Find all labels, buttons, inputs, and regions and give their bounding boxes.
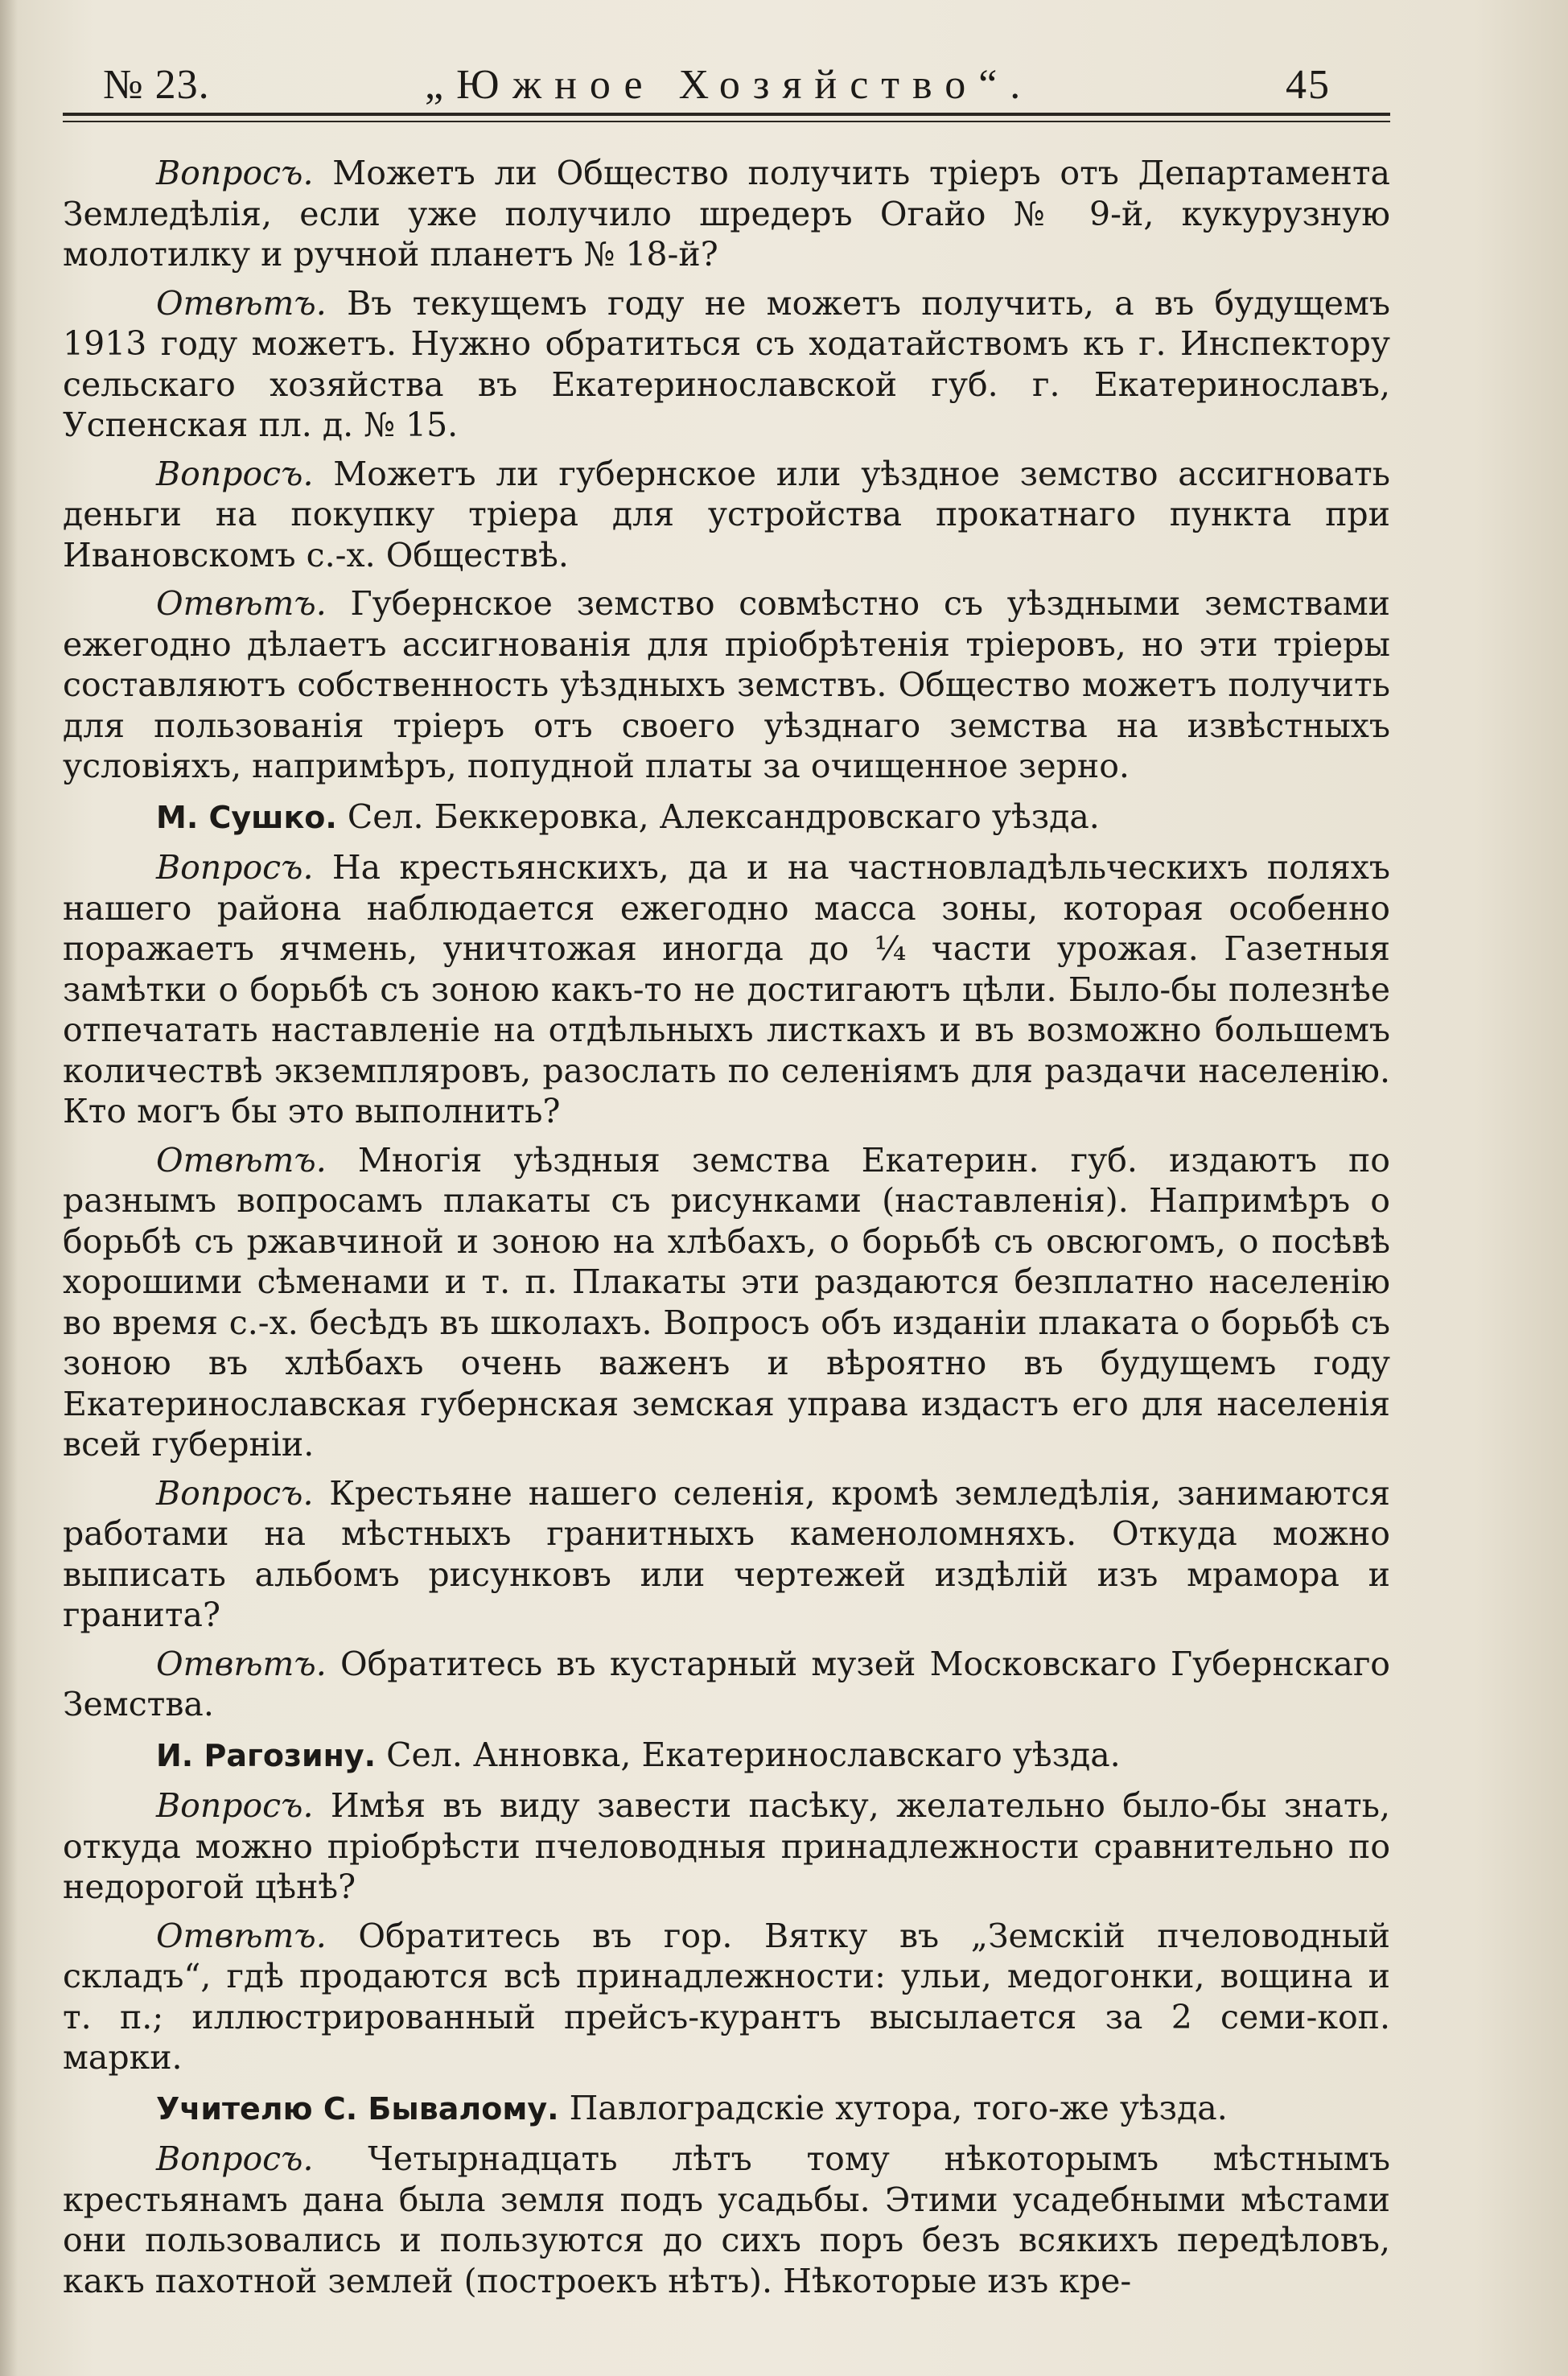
answer-text: Губернское земство совмѣстно съ уѣздными земствами ежегодно дѣлаетъ ассигнованія для пріобрѣтенія тріеровъ, но эти тріеры составляютъ собственность уѣздныхъ земствъ. Общество можетъ получить для пользованія тріеръ отъ своего уѣзднаго земства на извѣстныхъ условіяхъ, напримѣръ, попудной платы за очищенное зерно. xyxy=(63,584,1390,785)
issue-number: № 23. xyxy=(103,62,210,108)
question-label: Вопросъ. xyxy=(156,2139,314,2178)
answer-text: Обратитесь въ гор. Вятку въ „Земскій пчеловодный складъ“, гдѣ продаются всѣ принадлежности: ульи, медогонки, вощина и т. п.; иллюстрированный прейсъ-курантъ высылается за 2 семи-коп. марки. xyxy=(63,1916,1390,2077)
header-rule-thin xyxy=(63,121,1390,122)
question-label: Вопросъ. xyxy=(156,454,314,493)
correspondent-location: Павлоградскіе хутора, того-же уѣзда. xyxy=(569,2088,1228,2127)
page-binding-shadow xyxy=(0,0,18,2376)
question-paragraph xyxy=(63,847,1390,1132)
question-text: Можетъ ли губернское или уѣздное земство ассигновать деньги на покупку тріера для устройства прокатнаго пункта при Ивановскомъ с.-х. Обществѣ. xyxy=(63,454,1390,574)
question-label: Вопросъ. xyxy=(156,1473,314,1513)
answer-label: Отвѣтъ. xyxy=(156,1140,327,1180)
answer-text: Обратитесь въ кустарный музей Московскаго Губернскаго Земства. xyxy=(63,1644,1390,1723)
answer-paragraph xyxy=(63,1916,1390,2078)
article-body xyxy=(63,153,1390,2309)
question-text: Крестьяне нашего селенія, кромѣ земледѣлія, занимаются работами на мѣстныхъ гранитныхъ каменоломняхъ. Откуда можно выписать альбомъ рисунковъ или чертежей издѣлій изъ мрамора и гранита? xyxy=(63,1473,1390,1634)
answer-label: Отвѣтъ. xyxy=(156,1644,327,1683)
correspondent-name: Учителю С. Бывалому. xyxy=(156,2090,559,2127)
running-header xyxy=(63,56,1398,114)
correspondent-name: М. Сушко. xyxy=(156,799,337,835)
question-paragraph xyxy=(63,454,1390,576)
question-text: Можетъ ли Общество получить тріеръ отъ Департамента Земледѣлія, если уже получило шредеръ Огайо № 9-й, кукурузную молотилку и ручной планетъ № 18-й? xyxy=(63,154,1390,274)
question-paragraph xyxy=(63,153,1390,275)
question-text: На крестьянскихъ, да и на частновладѣльческихъ поляхъ нашего района наблюдается ежегодно масса зоны, которая особенно поражаетъ ячмень, уничтожая иногда до ¼ части урожая. Газетныя замѣтки о борьбѣ съ зоною какъ-то не достигаютъ цѣли. Было-бы полезнѣе отпечатать наставленіе на отдѣльныхъ листкахъ и въ возможно большемъ количествѣ экземпляровъ, разослать по селеніямъ для раздачи населенію. Кто могъ бы это выполнить? xyxy=(63,848,1390,1130)
correspondent-heading xyxy=(63,797,1390,838)
question-label: Вопросъ. xyxy=(156,1786,314,1825)
answer-paragraph xyxy=(63,1140,1390,1465)
answer-label: Отвѣтъ. xyxy=(156,584,327,623)
correspondent-location: Сел. Анновка, Екатеринославскаго уѣзда. xyxy=(386,1735,1121,1774)
correspondent-name: И. Рагозину. xyxy=(156,1737,377,1773)
header-rule-thick xyxy=(63,113,1390,116)
correspondent-heading xyxy=(63,1735,1390,1777)
question-paragraph xyxy=(63,1785,1390,1908)
answer-paragraph xyxy=(63,283,1390,446)
correspondent-heading xyxy=(63,2088,1390,2130)
question-text: Имѣя въ виду завести пасѣку, желательно было-бы знать, откуда можно пріобрѣсти пчеловодныя принадлежности сравнительно по недорогой цѣнѣ? xyxy=(63,1786,1390,1906)
correspondent-location: Сел. Беккеровка, Александровскаго уѣзда. xyxy=(347,797,1100,836)
page-number: 45 xyxy=(1286,62,1331,108)
question-paragraph xyxy=(63,1473,1390,1636)
answer-paragraph xyxy=(63,583,1390,787)
question-label: Вопросъ. xyxy=(156,154,314,192)
answer-label: Отвѣтъ. xyxy=(156,283,327,323)
question-text: Четырнадцать лѣтъ тому нѣкоторымъ мѣстнымъ крестьянамъ дана была земля подъ усадьбы. Этими усадебными мѣстами они пользовались и пользуются до сихъ поръ безъ всякихъ передѣловъ, какъ пахотной землей (построекъ нѣтъ). Нѣкоторые изъ кре- xyxy=(63,2139,1390,2300)
answer-text: Многія уѣздныя земства Екатерин. губ. издаютъ по разнымъ вопросамъ плакаты съ рисунками (наставленія). Напримѣръ о борьбѣ съ ржавчиной и зоною на хлѣбахъ, о борьбѣ съ овсюгомъ, о посѣвѣ хорошими сѣменами и т. п. Плакаты эти раздаются безплатно населенію во время с.-х. бесѣдъ въ школахъ. Вопросъ объ изданіи плаката о борьбѣ съ зоною въ хлѣбахъ очень важенъ и вѣроятно въ будущемъ году Екатеринославская губернская земская управа издастъ его для населенія всей губерніи. xyxy=(63,1140,1390,1464)
journal-title: „Южное Хозяйство“. xyxy=(425,62,1034,108)
question-label: Вопросъ. xyxy=(156,848,314,887)
answer-paragraph xyxy=(63,1644,1390,1725)
answer-label: Отвѣтъ. xyxy=(156,1916,327,1955)
answer-text: Въ текущемъ году не можетъ получить, а въ будущемъ 1913 году можетъ. Нужно обратиться съ ходатайствомъ къ г. Инспектору сельскаго хозяйства въ Екатеринославской губ. г. Екатеринославъ, Успенская пл. д. № 15. xyxy=(63,283,1390,444)
question-paragraph xyxy=(63,2139,1390,2301)
